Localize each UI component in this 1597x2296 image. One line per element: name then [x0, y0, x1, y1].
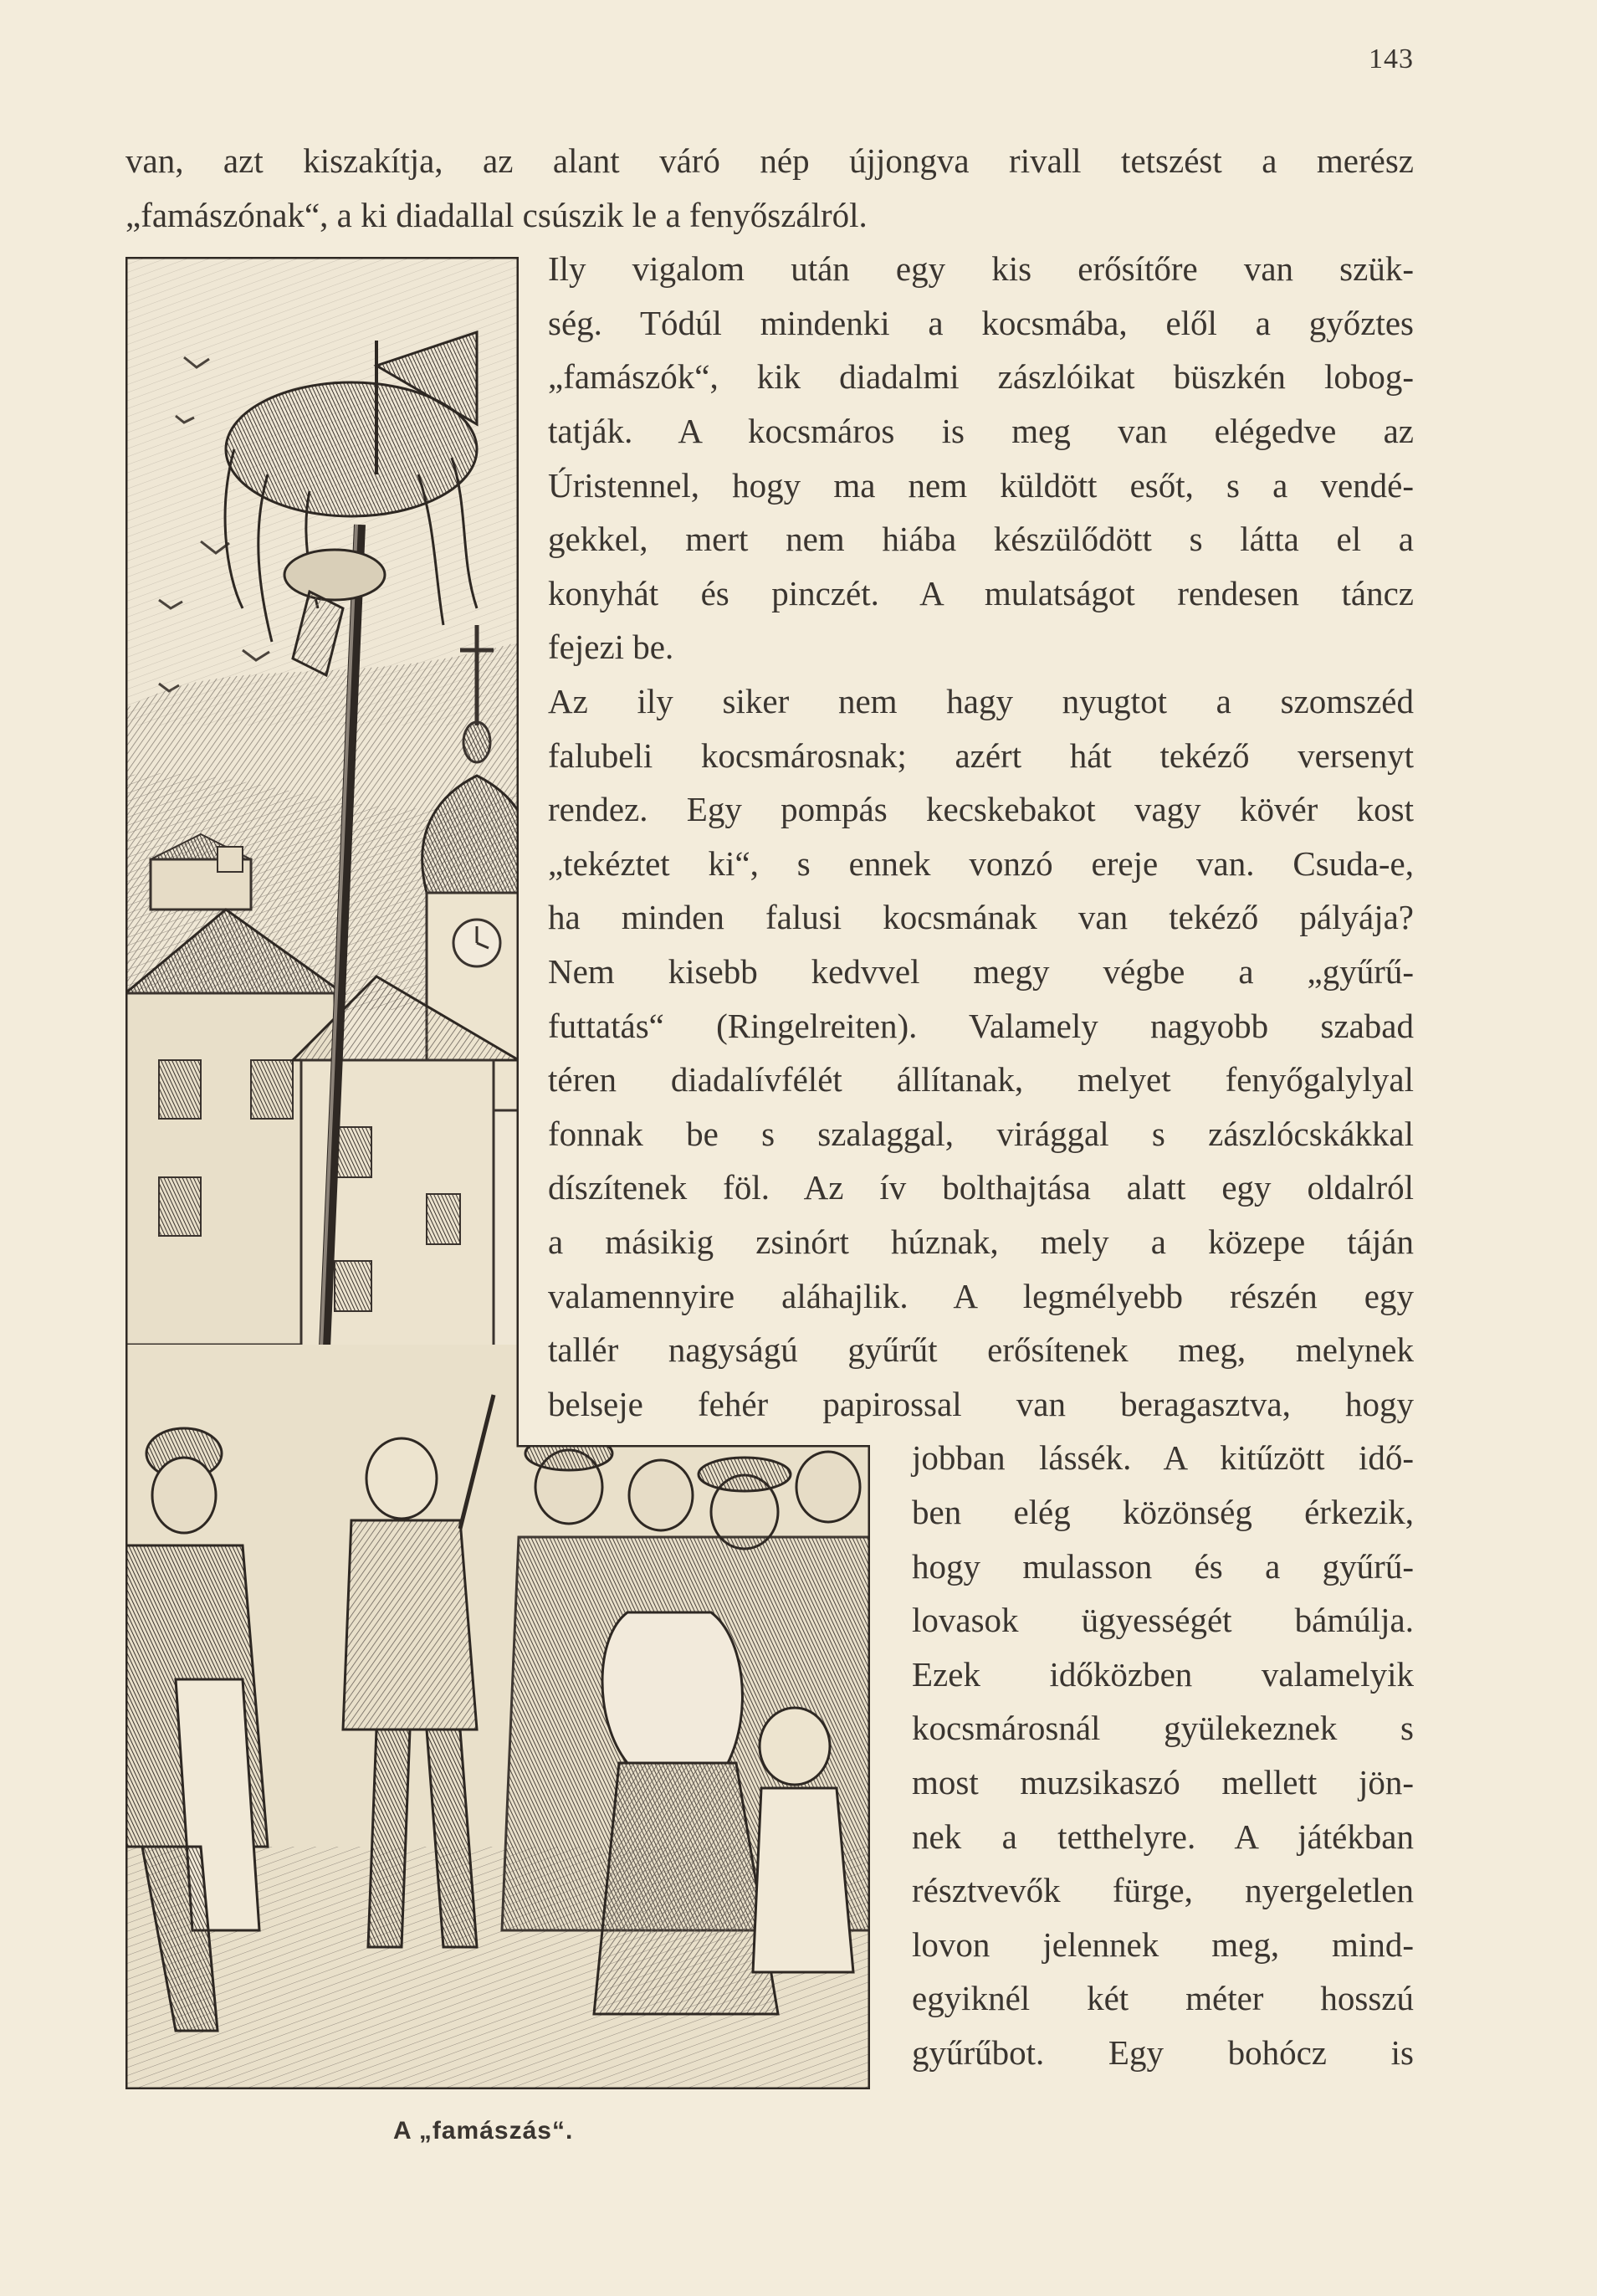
text-line: futtatás“ (Ringelreiten). Valamely nagyobb szabad — [548, 1006, 1414, 1045]
text-line: gekkel, mert nem hiába készülődött s látta el a — [548, 520, 1414, 559]
text-line: hogy mulasson és a gyűrű- — [912, 1546, 1414, 1586]
text-line: gyűrűbot. Egy bohócz is — [912, 2033, 1414, 2072]
text-line: ség. Tódúl mindenki a kocsmába, elől a győztes — [548, 303, 1414, 342]
text-line: Az ily siker nem hagy nyugtot a szomszéd — [548, 682, 1414, 720]
text-line: Ily vigalom után egy kis erősítőre van szük- — [548, 249, 1414, 289]
text-line: van, azt kiszakítja, az alant váró nép újjongva rivall tetszést a merész — [125, 141, 1414, 180]
illustration-famaszas — [125, 257, 870, 2089]
text-line: konyhát és pinczét. A mulatságot rendesen táncz — [548, 573, 1414, 612]
text-line: fonnak be s szalaggal, virággal s zászlócskákkal — [548, 1114, 1414, 1153]
text-line: tatják. A kocsmáros is meg van elégedve az — [548, 412, 1414, 450]
text-line: rendez. Egy pompás kecskebakot vagy kövér kost — [548, 790, 1414, 829]
text-line: Nem kisebb kedvvel megy végbe a „gyűrű- — [548, 952, 1414, 991]
text-line: ben elég közönség érkezik, — [912, 1493, 1414, 1531]
text-line: valamennyire aláhajlik. A legmélyebb részén egy — [548, 1276, 1414, 1315]
text-line: „famászók“, kik diadalmi zászlóikat büszkén lobog- — [548, 357, 1414, 397]
text-line: „tekéztet ki“, s ennek vonzó ereje van. Csuda-e, — [548, 843, 1414, 883]
text-line: téren diadalívfélét állítanak, melyet fenyőgalylyal — [548, 1060, 1414, 1099]
engraving-image — [125, 257, 870, 2089]
text-line: lovon jelennek meg, mind- — [912, 1924, 1414, 1964]
text-line: kocsmárosnál gyülekeznek s — [912, 1709, 1414, 1748]
text-line: belseje fehér papirossal van beragasztva, hogy — [548, 1384, 1414, 1423]
text-line: résztvevők fürge, nyergeletlen — [912, 1871, 1414, 1910]
text-line: lovasok ügyességét bámúlja. — [912, 1601, 1414, 1640]
page-number: 143 — [1369, 44, 1414, 74]
text-line: díszítenek föl. Az ív bolthajtása alatt egy oldalról — [548, 1168, 1414, 1207]
text-line: „famászónak“, a ki diadallal csúszik le a fenyőszálról. — [125, 195, 868, 234]
text-line: fejezi be. — [548, 628, 674, 667]
text-line: jobban lássék. A kitűzött idő- — [912, 1438, 1414, 1478]
text-line: a másikig zsinórt húznak, mely a közepe táján — [548, 1222, 1414, 1261]
text-line: tallér nagyságú gyűrűt erősítenek meg, melynek — [548, 1330, 1414, 1370]
text-line: ha minden falusi kocsmának van tekéző pályája? — [548, 898, 1414, 937]
text-line: Ezek időközben valamelyik — [912, 1654, 1414, 1694]
text-line: nek a tetthelyre. A játékban — [912, 1817, 1414, 1856]
text-line: egyiknél két méter hosszú — [912, 1979, 1414, 2018]
text-line: Úristennel, hogy ma nem küldött esőt, s a vendé- — [548, 465, 1414, 505]
text-line: most muzsikaszó mellett jön- — [912, 1763, 1414, 1801]
text-line: falubeli kocsmárosnak; azért hát tekéző versenyt — [548, 735, 1414, 775]
figure-caption: A „famászás“. — [393, 2117, 574, 2145]
